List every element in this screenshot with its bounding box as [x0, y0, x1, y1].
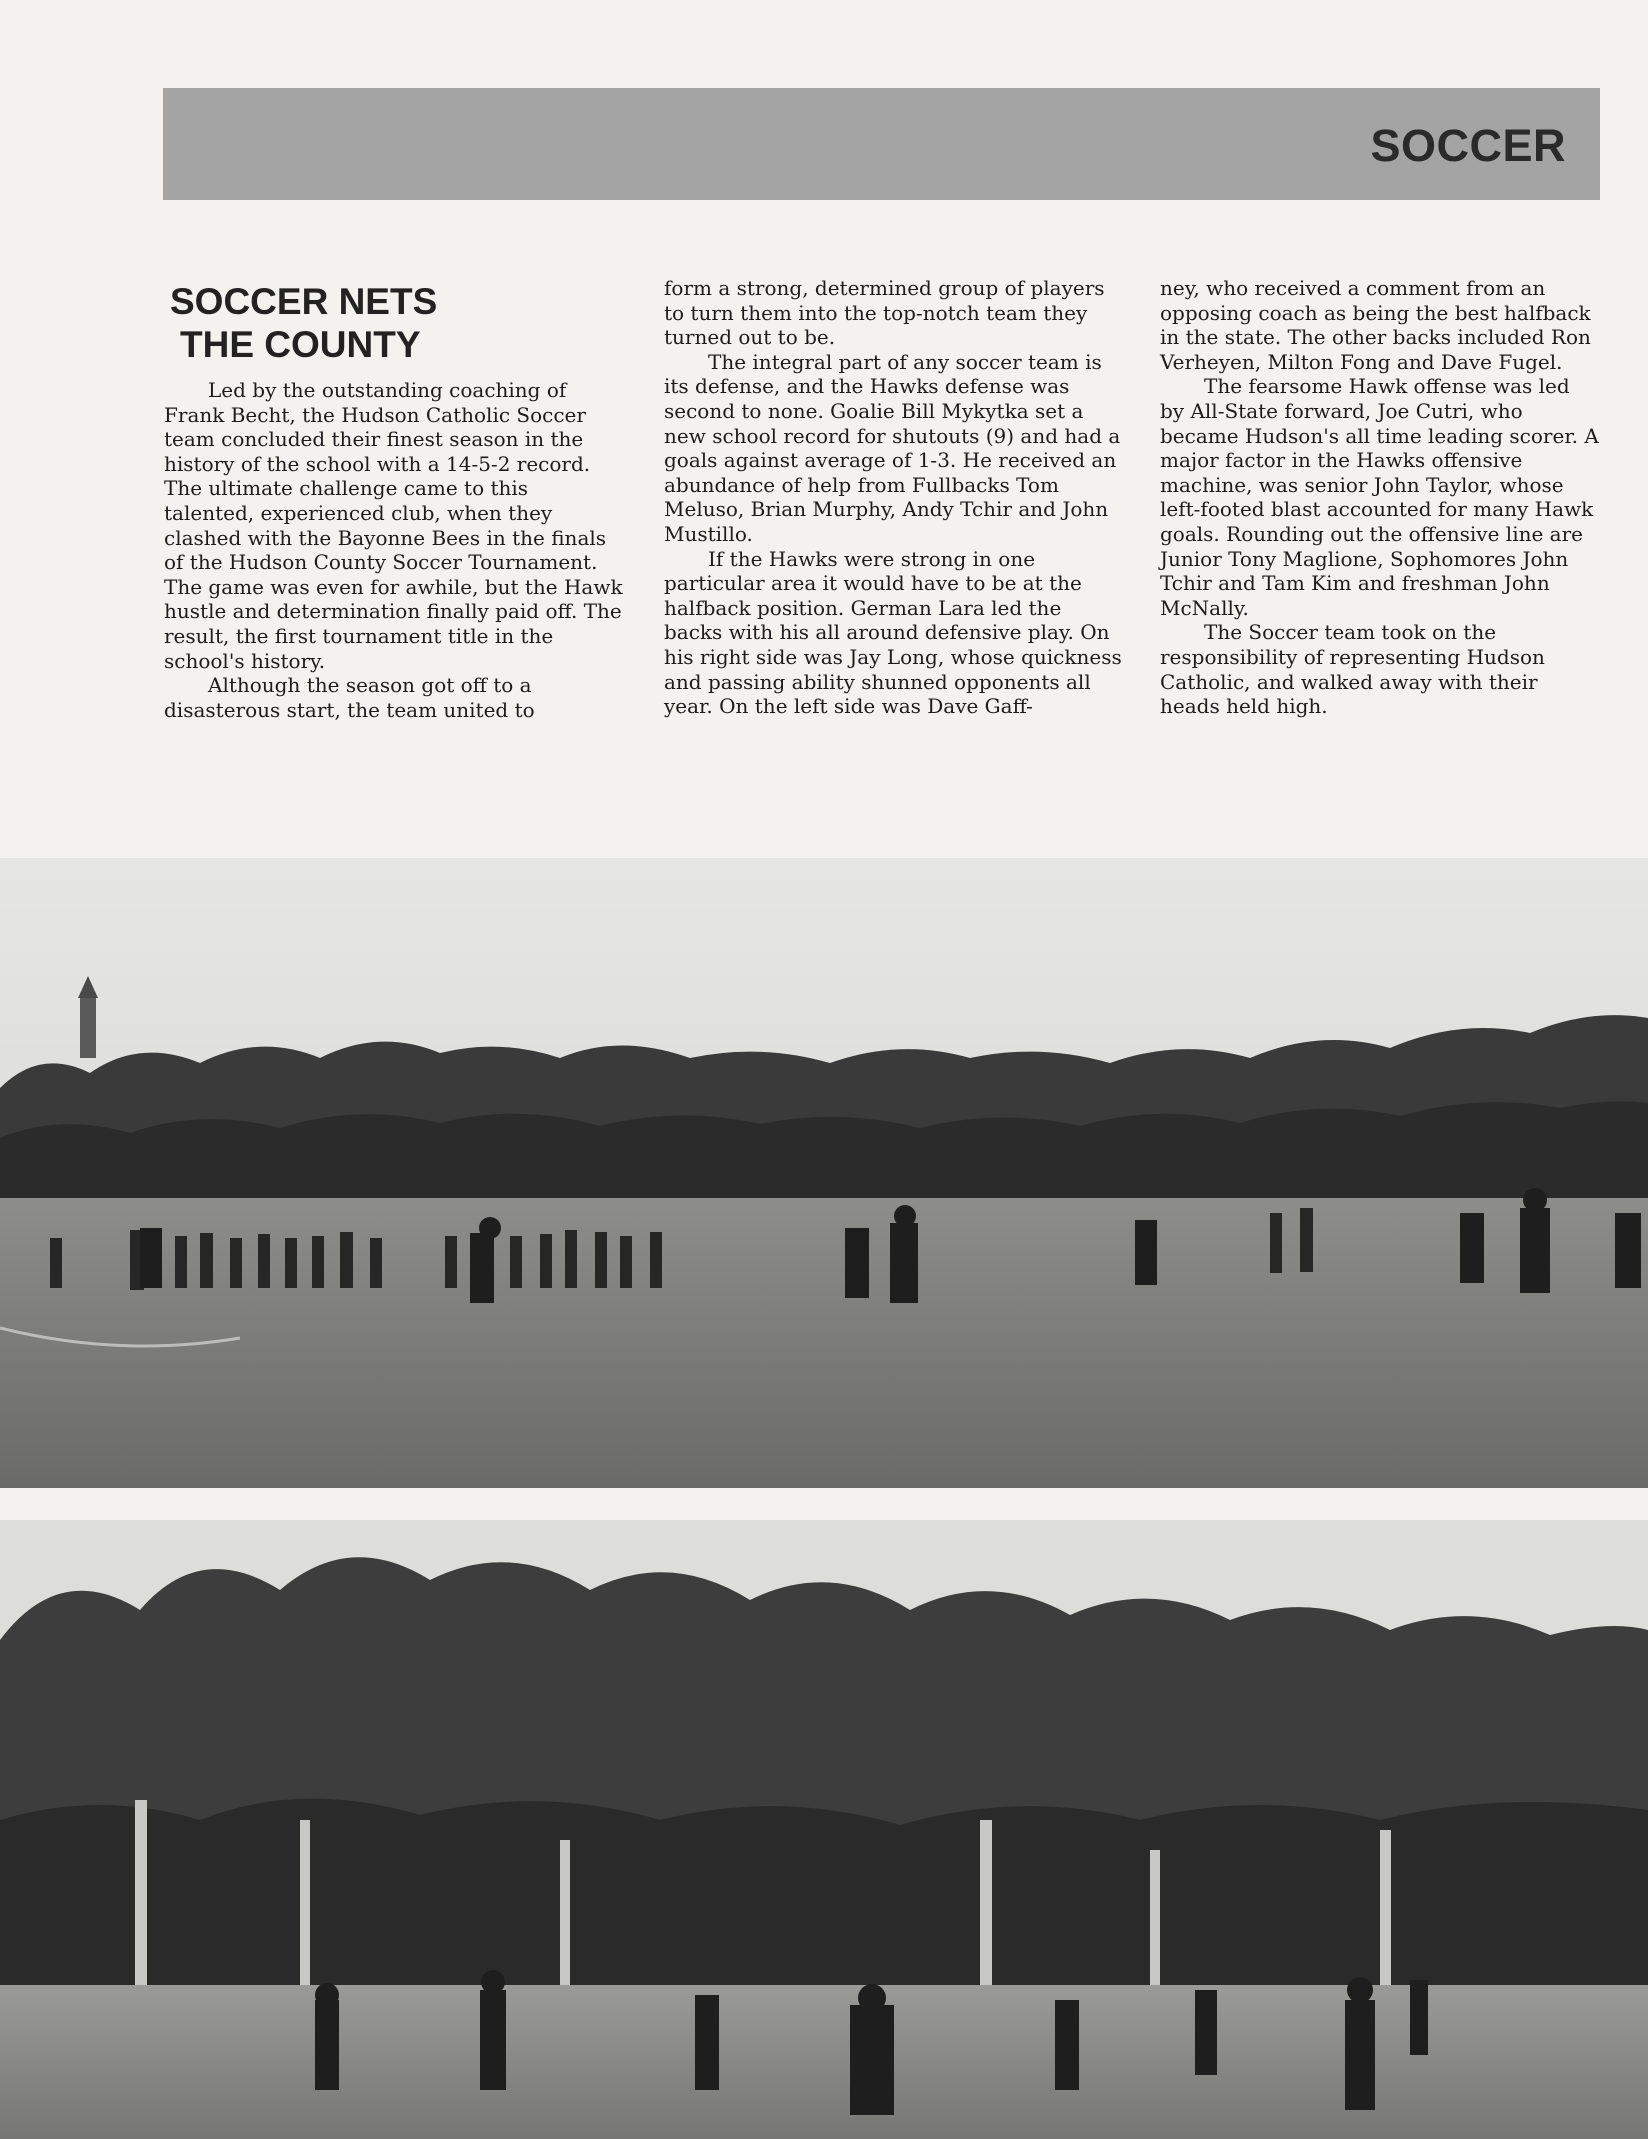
paragraph: The Soccer team took on the responsibility of representing Hudson Catholic, and walked away with their heads held high.	[1160, 620, 1545, 719]
article-column-3	[1160, 276, 1600, 719]
article-column-1	[164, 378, 624, 722]
article-title-line: SOCCER NETS	[170, 281, 438, 322]
soccer-match-photo	[0, 858, 1648, 1488]
section-title: SOCCER	[1370, 120, 1566, 171]
paragraph: Although the season got off to a disasterous start, the team united to	[164, 673, 535, 722]
article-column-2	[664, 276, 1124, 719]
paragraph: If the Hawks were strong in one particular area it would have to be at the halfback position. German Lara led the backs with his all around defensive play. On his right side was Jay Long, whose quickness and passing ability shunned opponents all year. On the left side was Dave Gaff-	[664, 546, 1122, 719]
soccer-players-photo	[0, 1520, 1648, 2139]
article-title-line: THE COUNTY	[180, 324, 421, 365]
paragraph: ney, who received a comment from an opposing coach as being the best halfback in the state. The other backs included Ron Verheyen, Milton Fong and Dave Fugel.	[1160, 276, 1591, 374]
section-banner	[163, 88, 1600, 200]
paragraph: The integral part of any soccer team is its defense, and the Hawks defense was second to none. Goalie Bill Mykytka set a new school record for shutouts (9) and had a goals against average of 1-3. He received an abundance of help from Fullbacks Tom Meluso, Brian Murphy, Andy Tchir and John Mustillo.	[664, 349, 1121, 546]
paragraph: The fearsome Hawk offense was led by All-State forward, Joe Cutri, who became Hudson's all time leading scorer. A major factor in the Hawks offensive machine, was senior John Taylor, whose left-footed blast accounted for many Hawk goals. Rounding out the offensive line are Junior Tony Maglione, Sophomores John Tchir and Tam Kim and freshman John McNally.	[1160, 374, 1599, 620]
paragraph: form a strong, determined group of players to turn them into the top-notch team they turned out to be.	[664, 276, 1105, 350]
paragraph: Led by the outstanding coaching of Frank Becht, the Hudson Catholic Soccer team concluded their finest season in the history of the school with a 14-5-2 record. The ultimate challenge came to this talented, experienced club, when they clashed with the Bayonne Bees in the finals of the Hudson County Soccer Tournament. The game was even for awhile, but the Hawk hustle and determination finally paid off. The result, the first tournament title in the school's history.	[164, 378, 623, 673]
article-title	[170, 280, 510, 366]
